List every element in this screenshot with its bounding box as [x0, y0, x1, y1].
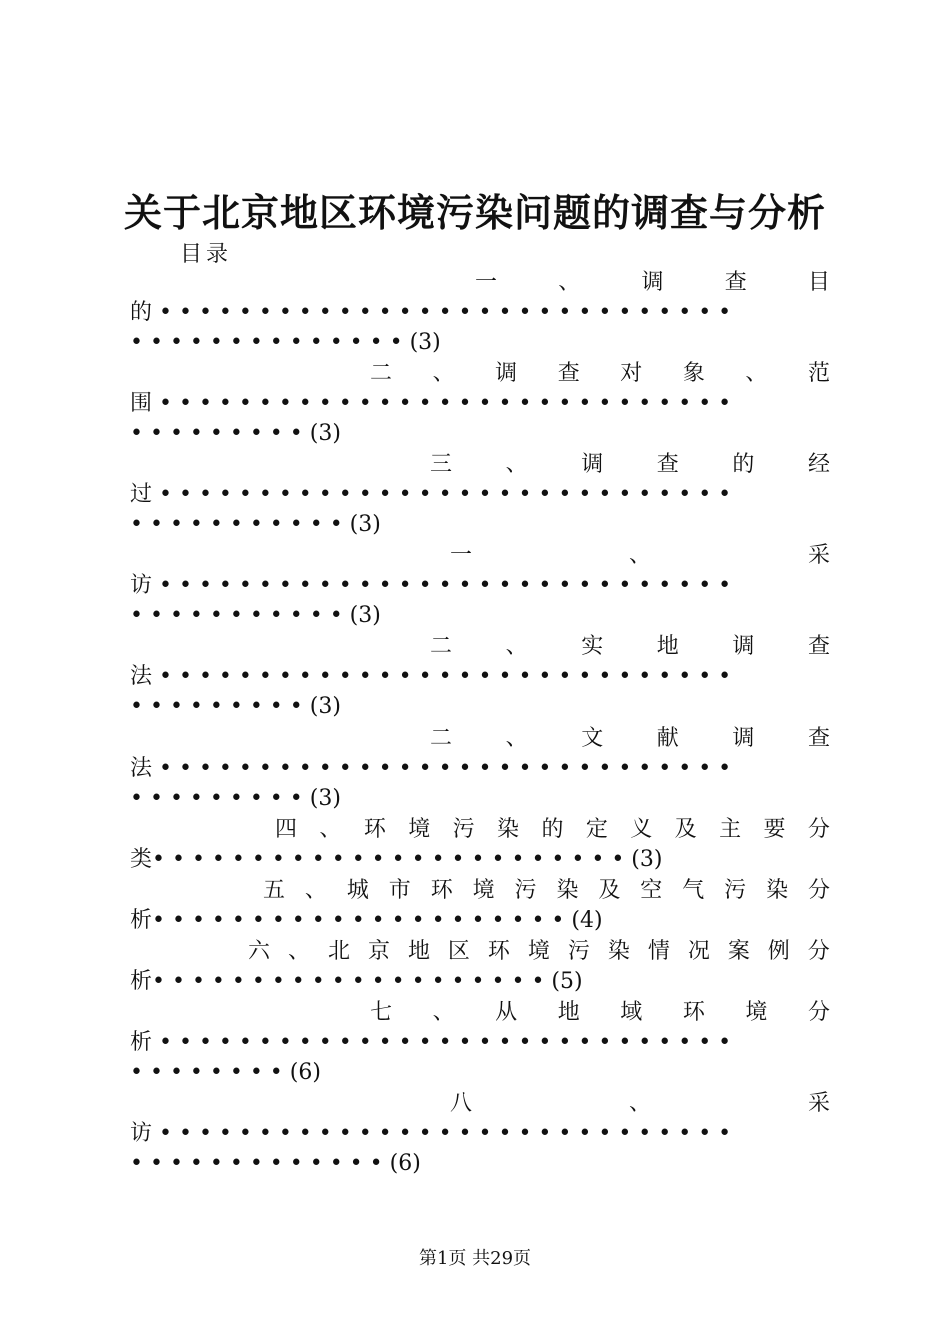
toc-heading-char: 染: [497, 817, 520, 842]
leader-dots: • • • • • • • • • • •: [130, 512, 350, 537]
toc-heading-char: 五: [263, 878, 286, 903]
toc-heading-char: 气: [682, 878, 705, 903]
leader-dots: • • • • • • • • • • • • • • • • • • • •: [152, 969, 545, 994]
toc-heading-char: 环: [430, 878, 453, 903]
toc-page-number: (6): [289, 1060, 321, 1085]
toc-heading-char: 采: [807, 1091, 830, 1116]
toc-page-number: (3): [309, 786, 341, 811]
toc-entry-heading: [450, 1089, 830, 1119]
toc-heading-char: 染: [766, 878, 789, 903]
toc-heading-char: 实: [581, 634, 604, 659]
toc-entry-heading: [275, 815, 830, 845]
toc-heading-char: 市: [388, 878, 411, 903]
toc-page-number: (3): [631, 847, 663, 872]
toc-heading-char: 分: [807, 939, 830, 964]
toc-heading-char: 采: [807, 543, 830, 568]
toc-heading-char: 二: [370, 361, 393, 386]
toc-heading-char: 境: [472, 878, 495, 903]
toc-heading-char: 环: [363, 817, 386, 842]
toc-entry-last-char: 的: [130, 300, 153, 325]
toc-heading-char: 况: [687, 939, 710, 964]
toc-page-number: (3): [349, 512, 381, 537]
leader-dots: • • • • • • • • • • • • • • • • • • • • • • • • • • • • •: [152, 573, 732, 598]
toc-heading-char: 调: [581, 452, 604, 477]
toc-heading-char: 查: [557, 361, 580, 386]
toc-entry-last-char: 法: [130, 664, 153, 689]
toc-heading-char: 象: [682, 361, 705, 386]
toc-heading-char: 污: [514, 878, 537, 903]
toc-entry-heading: [248, 937, 830, 967]
leader-dots: • • • • • • • • •: [130, 421, 310, 446]
toc-heading-char: 定: [585, 817, 608, 842]
toc-heading-char: 查: [807, 634, 830, 659]
toc-heading-char: 、: [432, 1000, 455, 1025]
toc-heading-char: 、: [628, 1091, 651, 1116]
toc-heading-char: 的: [732, 452, 755, 477]
toc-heading-char: 及: [674, 817, 697, 842]
toc-page-number: (5): [551, 969, 583, 994]
toc-heading-char: 城: [346, 878, 369, 903]
leader-dots: • • • • • • • • • • • • • • • • • • • • • • • • • • • • •: [152, 300, 732, 325]
toc-heading: 目录: [180, 242, 233, 267]
toc-heading-char: 六: [248, 939, 271, 964]
leader-dots: • • • • • • • • • • • • • • • • • • • • • • • • • • • • •: [152, 756, 732, 781]
toc-heading-char: 四: [275, 817, 298, 842]
toc-heading-char: 主: [719, 817, 742, 842]
toc-heading-char: 查: [656, 452, 679, 477]
toc-entry-last-char: 法: [130, 756, 153, 781]
toc-page-number: (4): [571, 908, 603, 933]
toc-heading-char: 献: [656, 726, 679, 751]
toc-heading-char: 、: [319, 817, 342, 842]
toc-entry-heading: [475, 268, 830, 298]
leader-dots: • • • • • • • • • • •: [130, 603, 350, 628]
toc-heading-char: 一: [450, 543, 473, 568]
toc-heading-char: 文: [581, 726, 604, 751]
toc-page-number: (3): [349, 603, 381, 628]
toc-entry-heading: [430, 632, 830, 662]
toc-heading-char: 对: [620, 361, 643, 386]
toc-page-number: (6): [389, 1151, 421, 1176]
toc-entry-last-char: 访: [130, 1121, 153, 1146]
toc-heading-char: 分: [807, 878, 830, 903]
toc-entry-last-char: 析: [130, 908, 153, 933]
toc-heading-char: 染: [556, 878, 579, 903]
toc-heading-char: 、: [558, 270, 581, 295]
toc-heading-char: 、: [505, 634, 528, 659]
toc-heading-char: 污: [724, 878, 747, 903]
toc-heading-char: 、: [505, 452, 528, 477]
toc-entry-heading: [450, 541, 830, 571]
toc-heading-char: 分: [807, 817, 830, 842]
toc-heading-char: 境: [408, 817, 431, 842]
toc-heading-char: 调: [495, 361, 518, 386]
toc-heading-char: 地: [407, 939, 430, 964]
toc-heading-char: 要: [763, 817, 786, 842]
toc-heading-char: 查: [807, 726, 830, 751]
toc-heading-char: 调: [641, 270, 664, 295]
toc-heading-char: 、: [745, 361, 768, 386]
toc-heading-char: 分: [807, 1000, 830, 1025]
toc-entry-heading: [430, 724, 830, 754]
leader-dots: • • • • • • • • • • • • •: [130, 1151, 390, 1176]
toc-entry-last-char: 析: [130, 969, 153, 994]
leader-dots: • • • • • • • • • • • • • • • • • • • • • • • • • • • • •: [152, 482, 732, 507]
toc-entry-last-char: 围: [130, 391, 153, 416]
toc-heading-char: 目: [807, 270, 830, 295]
toc-heading-char: 、: [628, 543, 651, 568]
leader-dots: • • • • • • • • • • • • • • • • • • • • • • • •: [152, 847, 625, 872]
toc-heading-char: 境: [745, 1000, 768, 1025]
toc-heading-char: 、: [505, 726, 528, 751]
toc-heading-char: 二: [430, 634, 453, 659]
toc-entry-heading: [263, 876, 830, 906]
toc-page-number: (3): [309, 694, 341, 719]
toc-entry-last-char: 过: [130, 482, 153, 507]
toc-heading-char: 域: [620, 1000, 643, 1025]
toc-heading-char: 七: [370, 1000, 393, 1025]
leader-dots: • • • • • • • • • • • • • • • • • • • • •: [152, 908, 565, 933]
leader-dots: • • • • • • • • • • • • • • • • • • • • • • • • • • • • •: [152, 391, 732, 416]
leader-dots: • • • • • • • • • • • • • • • • • • • • • • • • • • • • •: [152, 1030, 732, 1055]
toc-heading-char: 、: [287, 939, 310, 964]
toc-heading-char: 染: [607, 939, 630, 964]
leader-dots: • • • • • • • • • • • • • • • • • • • • • • • • • • • • •: [152, 664, 732, 689]
toc-heading-char: 例: [767, 939, 790, 964]
toc-heading-char: 环: [682, 1000, 705, 1025]
toc-heading-char: 境: [527, 939, 550, 964]
toc-entry-last-char: 类: [130, 847, 153, 872]
toc-heading-char: 的: [541, 817, 564, 842]
toc-entry-heading: [370, 998, 830, 1028]
toc-heading-char: 环: [487, 939, 510, 964]
toc-page-number: (3): [409, 330, 441, 355]
leader-dots: • • • • • • • • •: [130, 694, 310, 719]
toc-heading-char: 地: [656, 634, 679, 659]
toc-heading-char: 北: [327, 939, 350, 964]
toc-heading-char: 情: [647, 939, 670, 964]
toc-heading-char: 调: [732, 634, 755, 659]
toc-heading-char: 义: [630, 817, 653, 842]
toc-entry-heading: [370, 359, 830, 389]
toc-heading-char: 京: [367, 939, 390, 964]
toc-heading-char: 查: [724, 270, 747, 295]
toc-heading-char: 地: [557, 1000, 580, 1025]
toc-heading-char: 污: [452, 817, 475, 842]
toc-heading-char: 空: [640, 878, 663, 903]
toc-heading-char: 范: [807, 361, 830, 386]
toc-entry-last-char: 访: [130, 573, 153, 598]
toc-heading-char: 、: [304, 878, 327, 903]
toc-heading-char: 及: [598, 878, 621, 903]
toc-heading-char: 二: [430, 726, 453, 751]
toc-heading-char: 调: [732, 726, 755, 751]
leader-dots: • • • • • • • •: [130, 1060, 290, 1085]
toc-heading-char: 一: [475, 270, 498, 295]
toc-heading-char: 经: [807, 452, 830, 477]
toc-heading-char: 案: [727, 939, 750, 964]
toc-entry-heading: [430, 450, 830, 480]
toc-page-number: (3): [309, 421, 341, 446]
toc-heading-char: 三: [430, 452, 453, 477]
toc-heading-char: 污: [567, 939, 590, 964]
leader-dots: • • • • • • • • • • • • • • • • • • • • • • • • • • • • •: [152, 1121, 732, 1146]
leader-dots: • • • • • • • • •: [130, 786, 310, 811]
page-footer: 第1页 共29页: [418, 1248, 532, 1269]
toc-heading-char: 从: [495, 1000, 518, 1025]
toc-heading-char: 八: [450, 1091, 473, 1116]
leader-dots: • • • • • • • • • • • • • •: [130, 330, 410, 355]
toc-entry-last-char: 析: [130, 1030, 153, 1055]
toc-heading-char: 、: [432, 361, 455, 386]
page-title: 关于北京地区环境污染问题的调查与分析: [123, 190, 826, 235]
toc-heading-char: 区: [447, 939, 470, 964]
